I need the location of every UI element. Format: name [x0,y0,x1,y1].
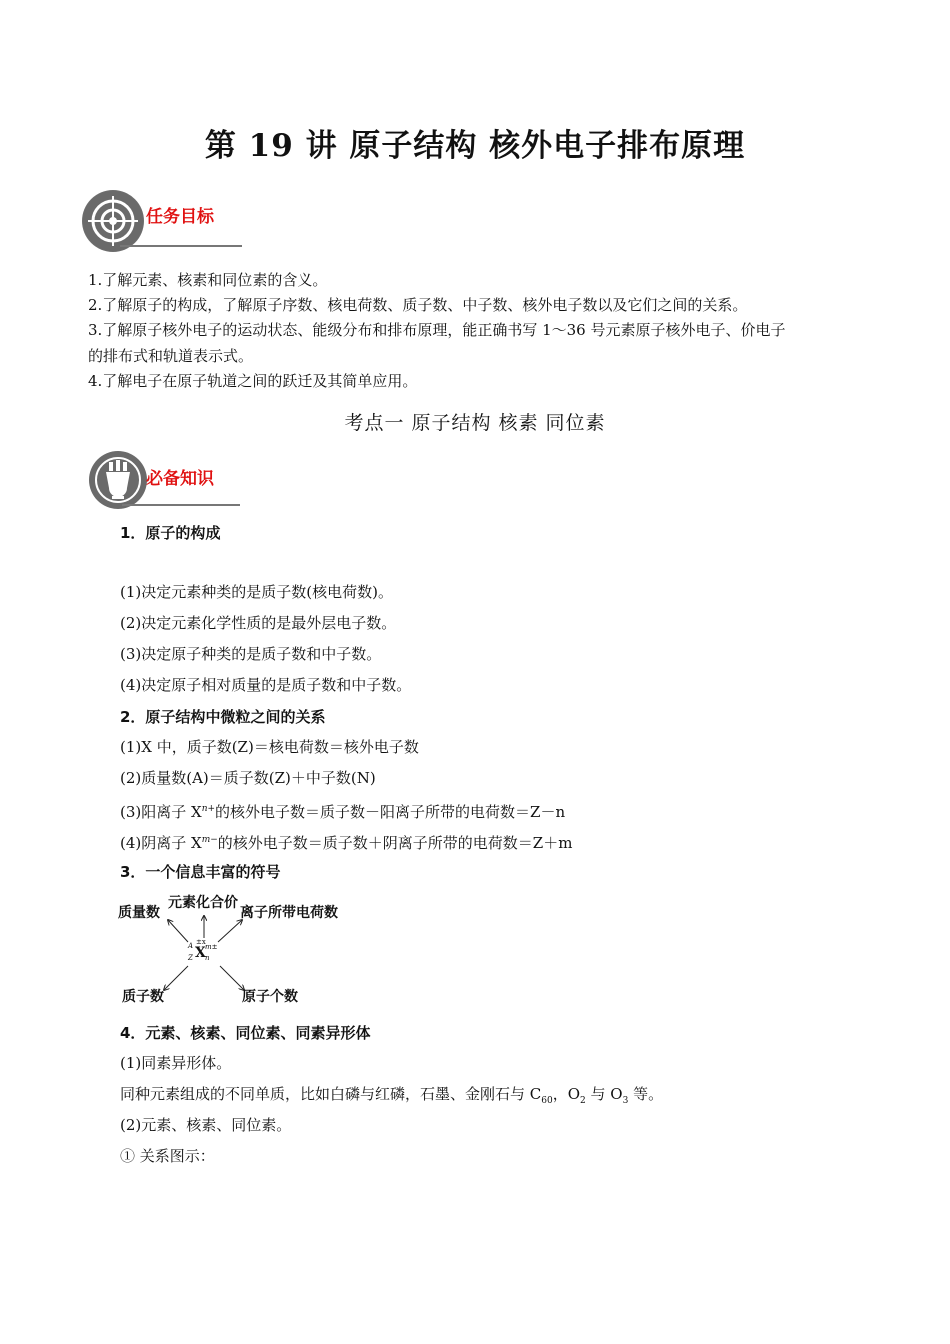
subscript: 2 [580,1096,586,1106]
text-run: ，O [552,1085,581,1103]
symbol-valence: ±x [196,938,206,946]
label-ion-charge: 离子所带电荷数 [240,905,338,921]
symbol-proton: Z [188,954,193,962]
symbol-mass: A [188,942,194,950]
paragraph-line: (4)决定原子相对质量的是质子数和中子数。 [120,676,412,694]
label-mass-number: 质量数 [118,905,160,921]
goal-item: 3.了解原子核外电子的运动状态、能级分布和排布原理，能正确书写 1～36 号元素原子核外电子、价电子 [88,321,786,339]
element-symbol [188,938,228,968]
goal-item: 1.了解元素、核素和同位素的含义。 [88,271,328,289]
label-proton-number: 质子数 [122,989,164,1005]
text-run: 等。 [628,1085,664,1103]
relation-line: (2)质量数(A)＝质子数(Z)＋中子数(N) [120,769,376,787]
goal-item: 2.了解原子的构成，了解原子序数、核电荷数、质子数、中子数、核外电子数以及它们之间的关系。 [88,296,748,314]
heading-4: 4．元素、核素、同位素、同素异形体 [120,1024,371,1042]
superscript: m− [201,835,218,845]
section-underline [122,504,240,506]
label-atom-count: 原子个数 [242,989,298,1005]
relation-text: 的核外电子数＝质子数－阳离子所带的电荷数＝Z－n [215,803,566,821]
relation-text: 的核外电子数＝质子数＋阴离子所带的电荷数＝Z＋m [217,834,573,852]
paragraph-line: ① 关系图示： [120,1147,215,1165]
topic-heading: 考点一 原子结构 核素 同位素 [344,412,606,434]
paragraph-line: (2)元素、核素、同位素。 [120,1116,292,1134]
subscript: 60 [541,1096,553,1106]
goal-item: 的排布式和轨道表示式。 [88,347,254,365]
page-title: 第 19 讲 原子结构 核外电子排布原理 [204,128,746,164]
target-icon [82,190,144,252]
subscript: 3 [622,1096,629,1106]
relation-line: (1)X 中，质子数(Z)＝核电荷数＝核外电子数 [120,738,419,756]
section-underline [120,245,242,247]
relation-text: (4)阴离子 X [120,834,202,852]
relation-text: (3)阳离子 X [120,803,202,821]
text-run: 与 O [585,1085,623,1103]
text-run: 同种元素组成的不同单质，比如白磷与红磷，石墨、金刚石与 C [120,1085,542,1103]
paragraph-line: (1)决定元素种类的是质子数(核电荷数)。 [120,583,393,601]
section-knowledge-label: 必备知识 [146,469,214,489]
symbol-diagram [118,892,378,1010]
paragraph-line: (3)决定原子种类的是质子数和中子数。 [120,645,382,663]
label-valence: 元素化合价 [168,895,238,911]
relation-line [120,830,572,853]
paragraph-line: (1)同素异形体。 [120,1054,232,1072]
section-knowledge-header [80,450,250,512]
symbol-count: n [205,954,210,962]
heading-3: 3．一个信息丰富的符号 [120,863,281,881]
symbol-charge: m± [205,943,218,951]
goal-item: 4.了解电子在原子轨道之间的跃迁及其简单应用。 [88,372,418,390]
heading-2: 2．原子结构中微粒之间的关系 [120,708,326,726]
paragraph-line: (2)决定元素化学性质的是最外层电子数。 [120,614,397,632]
superscript: n+ [201,804,216,814]
heading-1: 1．原子的构成 [120,524,221,542]
paragraph-line [120,1084,663,1111]
section-goals-header [80,190,250,252]
relation-line [120,799,565,822]
symbol-x: X [195,945,206,961]
trophy-icon [88,450,148,510]
section-goals-label: 任务目标 [146,207,214,227]
